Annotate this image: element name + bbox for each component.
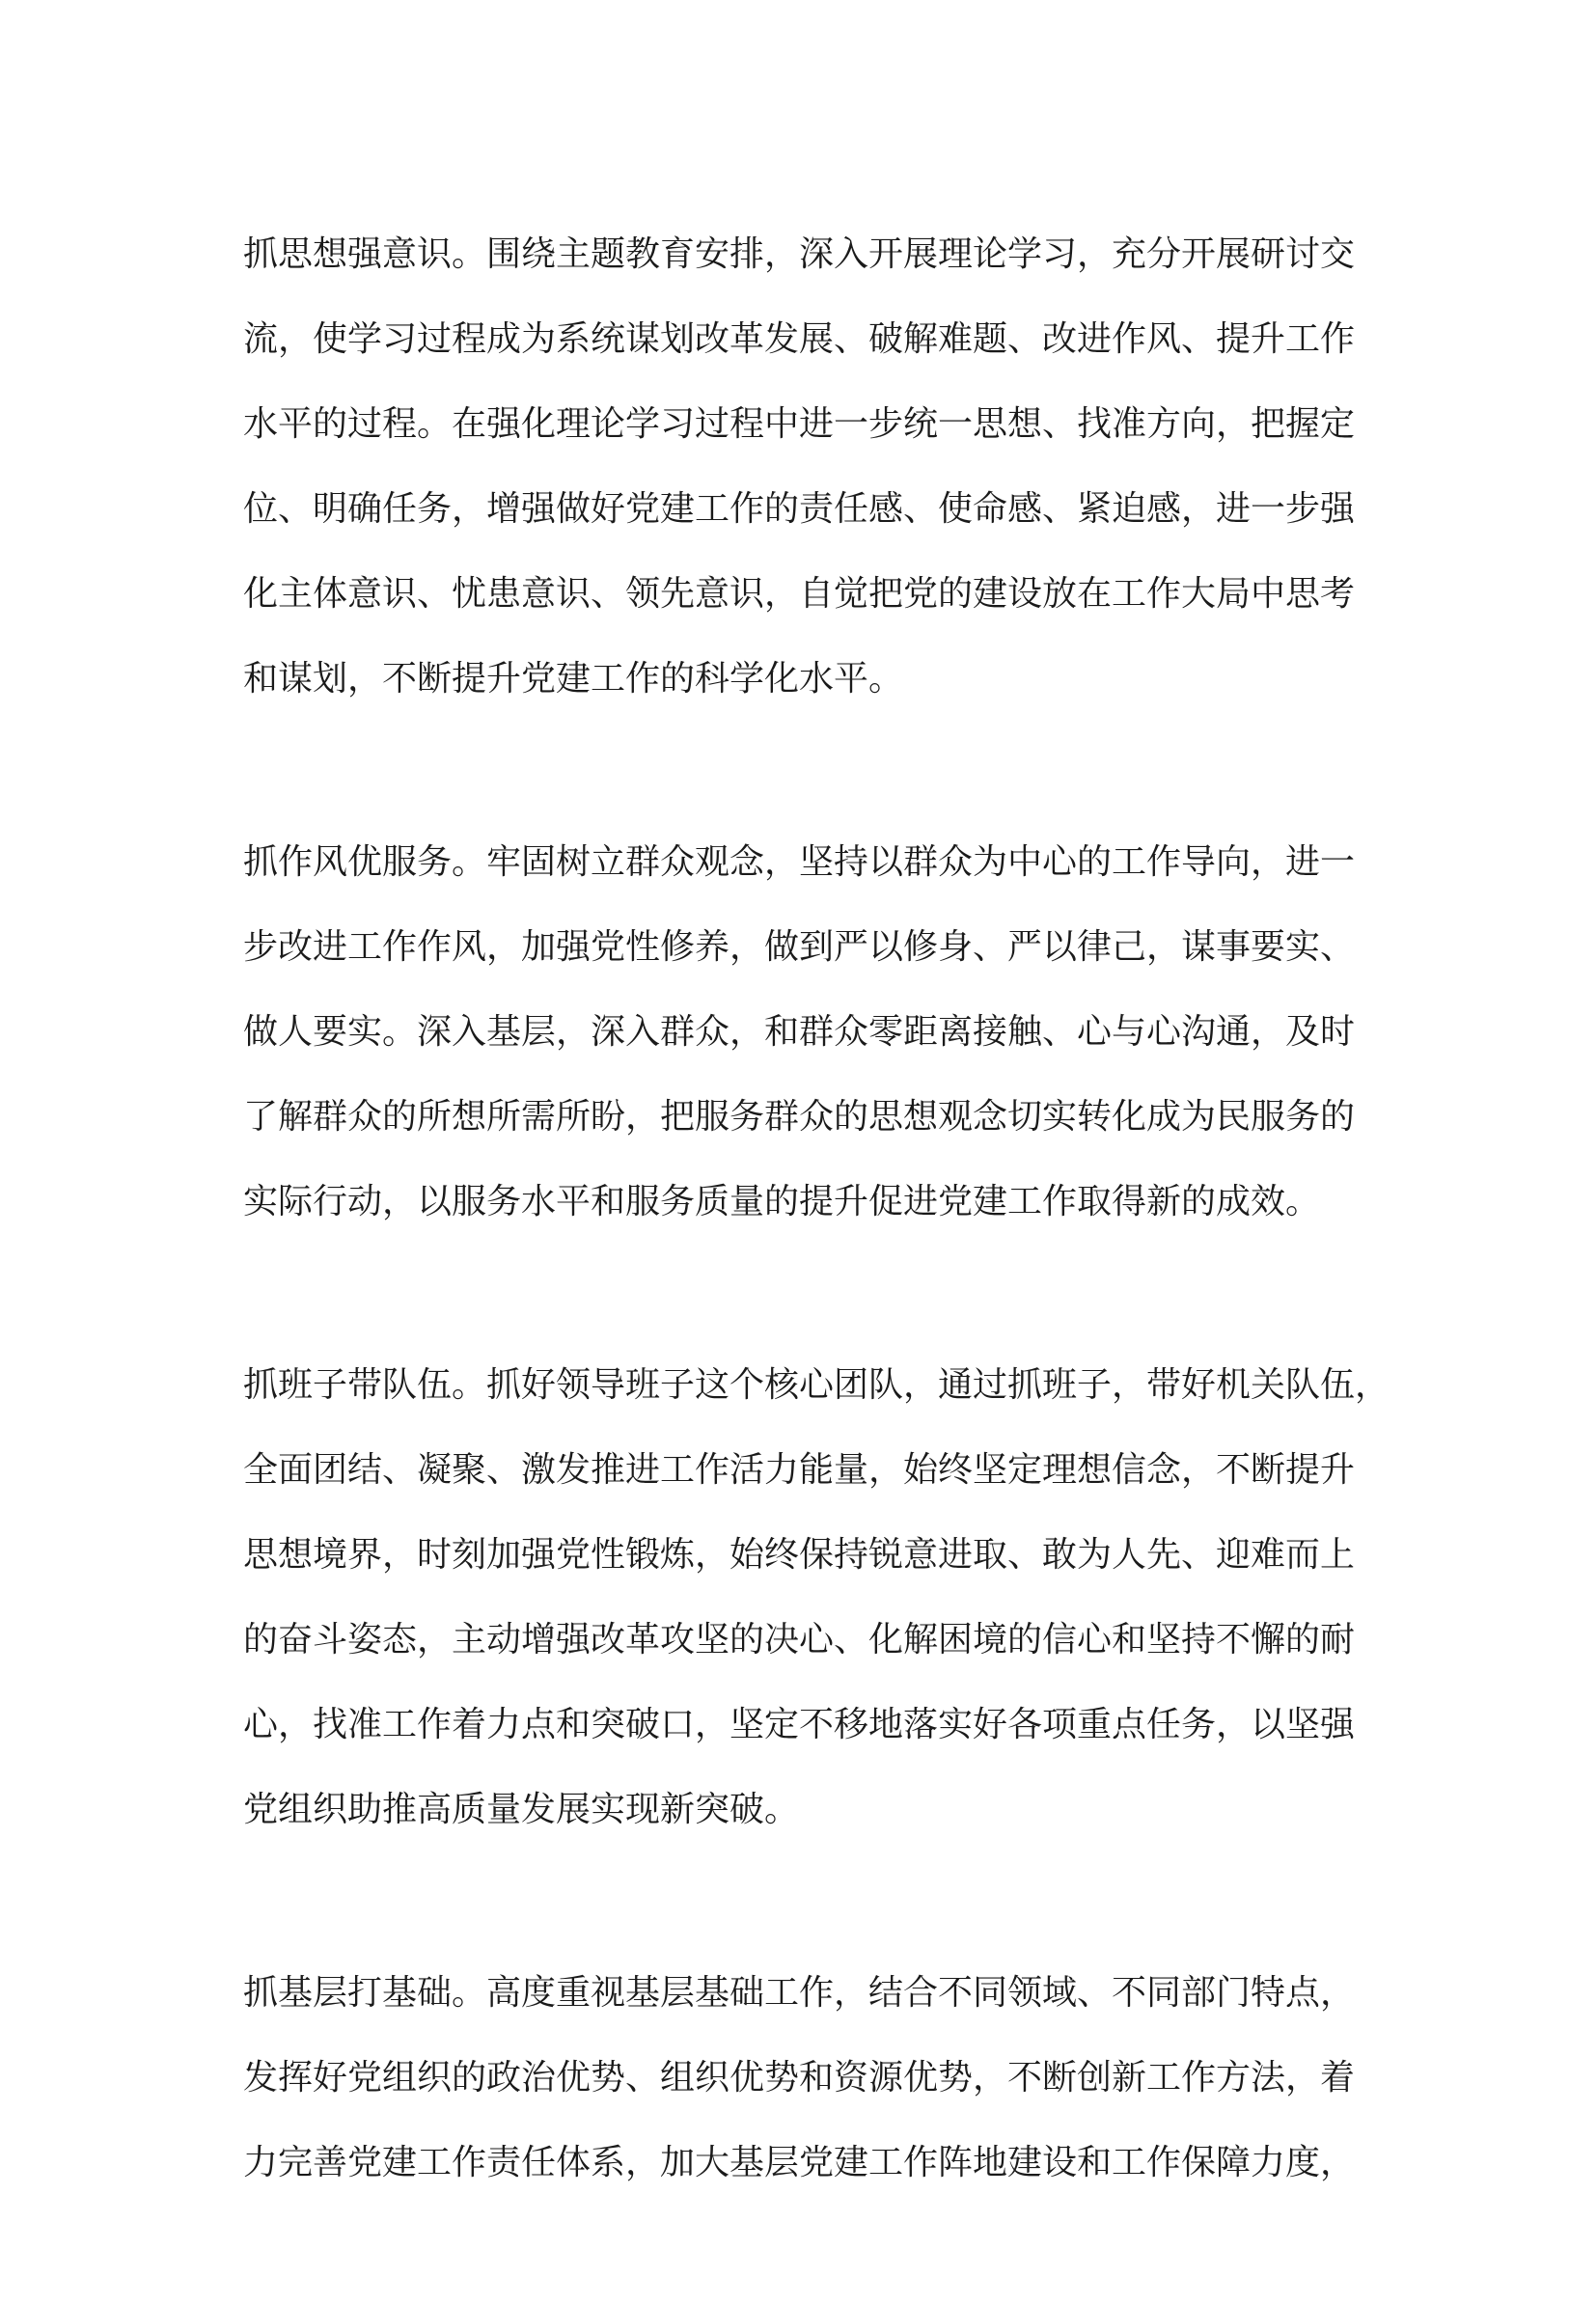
paragraph-line: 抓基层打基础。高度重视基层基础工作，结合不同领域、不同部门特点，	[243, 1973, 1356, 2013]
paragraph-line: 做人要实。深入基层，深入群众，和群众零距离接触、心与心沟通，及时	[243, 1012, 1356, 1052]
paragraph-line: 实际行动，以服务水平和服务质量的提升促进党建工作取得新的成效。	[243, 1182, 1321, 1221]
paragraph-line: 发挥好党组织的政治优势、组织优势和资源优势，不断创新工作方法，着	[243, 2058, 1356, 2098]
paragraph-ideology	[243, 212, 1362, 722]
paragraph-line: 流，使学习过程成为系统谋划改革发展、破解难题、改进作风、提升工作	[243, 319, 1356, 359]
paragraph-line: 心，找准工作着力点和突破口，坚定不移地落实好各项重点任务，以坚强	[243, 1705, 1356, 1744]
paragraph-line: 党组织助推高质量发展实现新突破。	[243, 1790, 800, 1829]
paragraph-line: 水平的过程。在强化理论学习过程中进一步统一思想、找准方向，把握定	[243, 404, 1356, 444]
paragraph-line: 化主体意识、忧患意识、领先意识，自觉把党的建设放在工作大局中思考	[243, 574, 1356, 614]
document-body	[243, 212, 1390, 2304]
paragraph-line: 力完善党建工作责任体系，加大基层党建工作阵地建设和工作保障力度，	[243, 2143, 1356, 2182]
paragraph-line: 全面团结、凝聚、激发推进工作活力能量，始终坚定理想信念，不断提升	[243, 1450, 1356, 1490]
paragraph-line: 抓班子带队伍。抓好领导班子这个核心团队，通过抓班子，带好机关队伍，	[243, 1365, 1390, 1405]
paragraph-line: 的奋斗姿态，主动增强改革攻坚的决心、化解困境的信心和坚持不懈的耐	[243, 1620, 1356, 1659]
paragraph-line: 位、明确任务，增强做好党建工作的责任感、使命感、紧迫感，进一步强	[243, 489, 1356, 529]
paragraph-line: 抓思想强意识。围绕主题教育安排，深入开展理论学习，充分开展研讨交	[243, 234, 1356, 274]
paragraph-line: 步改进工作作风，加强党性修养，做到严以修身、严以律己，谋事要实、	[243, 927, 1356, 967]
paragraph-line: 了解群众的所想所需所盼，把服务群众的思想观念切实转化成为民服务的	[243, 1097, 1356, 1137]
paragraph-leadership-team	[243, 1343, 1390, 1852]
paragraph-line: 抓作风优服务。牢固树立群众观念，坚持以群众为中心的工作导向，进一	[243, 842, 1356, 882]
paragraph-line: 和谋划，不断提升党建工作的科学化水平。	[243, 659, 904, 699]
paragraph-line: 思想境界，时刻加强党性锻炼，始终保持锐意进取、敢为人先、迎难而上	[243, 1535, 1356, 1575]
paragraph-work-style	[243, 820, 1362, 1245]
paragraph-grassroots	[243, 1951, 1362, 2206]
